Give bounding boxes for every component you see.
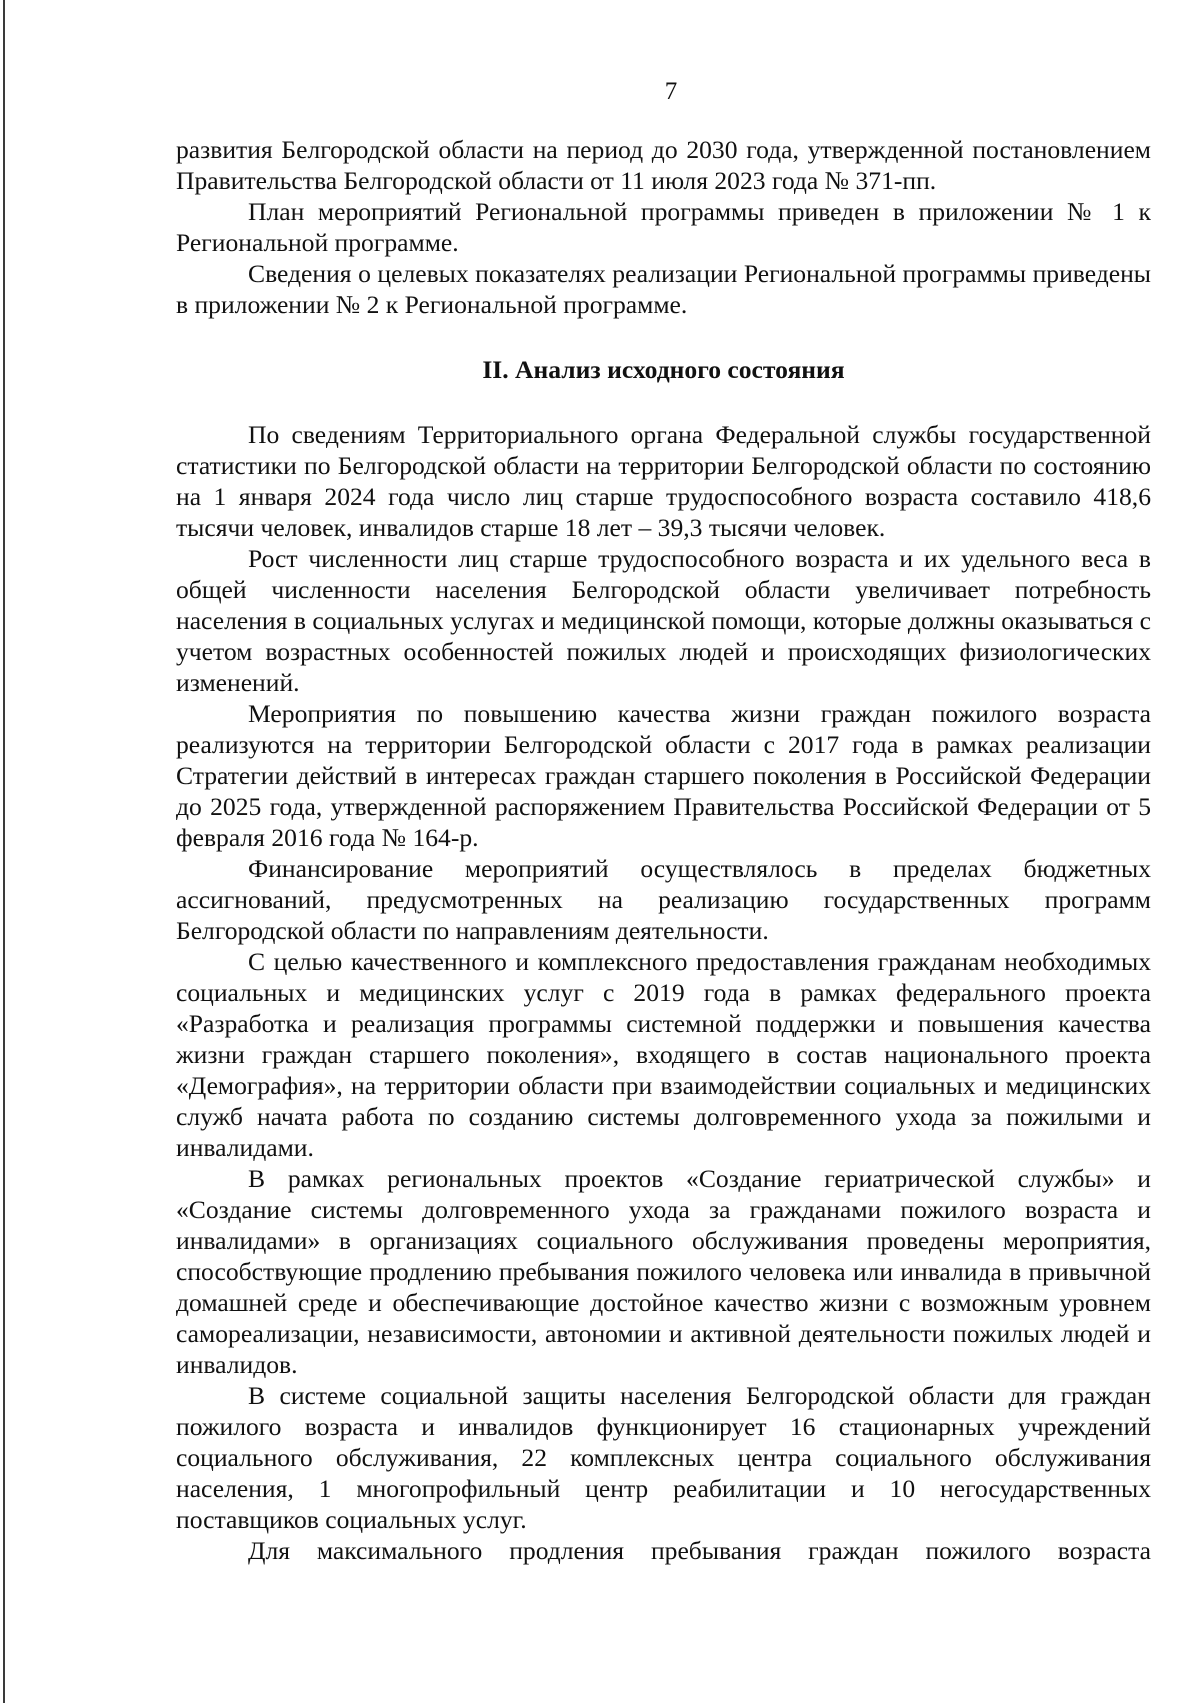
page-edge-line (3, 0, 5, 1703)
paragraph-statistics: По сведениям Территориального органа Федеральной службы государственной статистики по Белгородской области на территории Белгородской области по состоянию на 1 января 2024 года число лиц старше трудоспособного возраста составило 418,6 тысячи человек, инвалидов старше 18 лет – 39,3 тысячи человек. (176, 420, 1151, 542)
paragraph-indicators: Сведения о целевых показателях реализации Региональной программы приведены в приложении № 2 к Региональной программе. (176, 259, 1151, 319)
paragraph-continuation: развития Белгородской области на период до 2030 года, утвержденной постановлением Правительства Белгородской области от 11 июля 2023 года № 371-пп. (176, 135, 1151, 195)
paragraph-institutions: В системе социальной защиты населения Белгородской области для граждан пожилого возраста и инвалидов функционирует 16 стационарных учреждений социального обслуживания, 22 комплексных центра социального обслуживания населения, 1 многопрофильный центр реабилитации и 10 негосударственных поставщиков социальных услуг. (176, 1381, 1151, 1534)
page-number: 7 (664, 78, 678, 105)
paragraph-growth: Рост численности лиц старше трудоспособного возраста и их удельного веса в общей численности населения Белгородской области увеличивает потребность населения в социальных услугах и медицинской помощи, которые должны оказываться с учетом возрастных особенностей пожилых людей и происходящих физиологических изменений. (176, 544, 1151, 697)
section-heading: II. Анализ исходного состояния (482, 355, 845, 384)
paragraph-regional-projects: В рамках региональных проектов «Создание гериатрической службы» и «Создание системы долговременного ухода за гражданами пожилого возраста и инвалидами» в организациях социального обслуживания проведены мероприятия, способствующие продлению пребывания пожилого человека или инвалида в привычной домашней среде и обеспечивающие достойное качество жизни с возможным уровнем самореализации, независимости, автономии и активной деятельности пожилых людей и инвалидов. (176, 1164, 1151, 1379)
paragraph-financing: Финансирование мероприятий осуществлялось в пределах бюджетных ассигнований, предусмотренных на реализацию государственных программ Белгородской области по направлениям деятельности. (176, 854, 1151, 945)
paragraph-plan: План мероприятий Региональной программы приведен в приложении № 1 к Региональной программе. (176, 197, 1151, 257)
paragraph-closing: Для максимального продления пребывания граждан пожилого возраста (248, 1536, 1151, 1565)
paragraph-federal-project: С целью качественного и комплексного предоставления гражданам необходимых социальных и медицинских услуг с 2019 года в рамках федерального проекта «Разработка и реализация программы системной поддержки и повышения качества жизни граждан старшего поколения», входящего в состав национального проекта «Демография», на территории области при взаимодействии социальных и медицинских служб начата работа по созданию системы долговременного ухода за пожилыми и инвалидами. (176, 947, 1151, 1162)
document-body (176, 134, 1151, 1566)
paragraph-measures: Мероприятия по повышению качества жизни граждан пожилого возраста реализуются на территории Белгородской области с 2017 года в рамках реализации Стратегии действий в интересах граждан старшего поколения в Российской Федерации до 2025 года, утвержденной распоряжением Правительства Российской Федерации от 5 февраля 2016 года № 164-р. (176, 699, 1151, 852)
